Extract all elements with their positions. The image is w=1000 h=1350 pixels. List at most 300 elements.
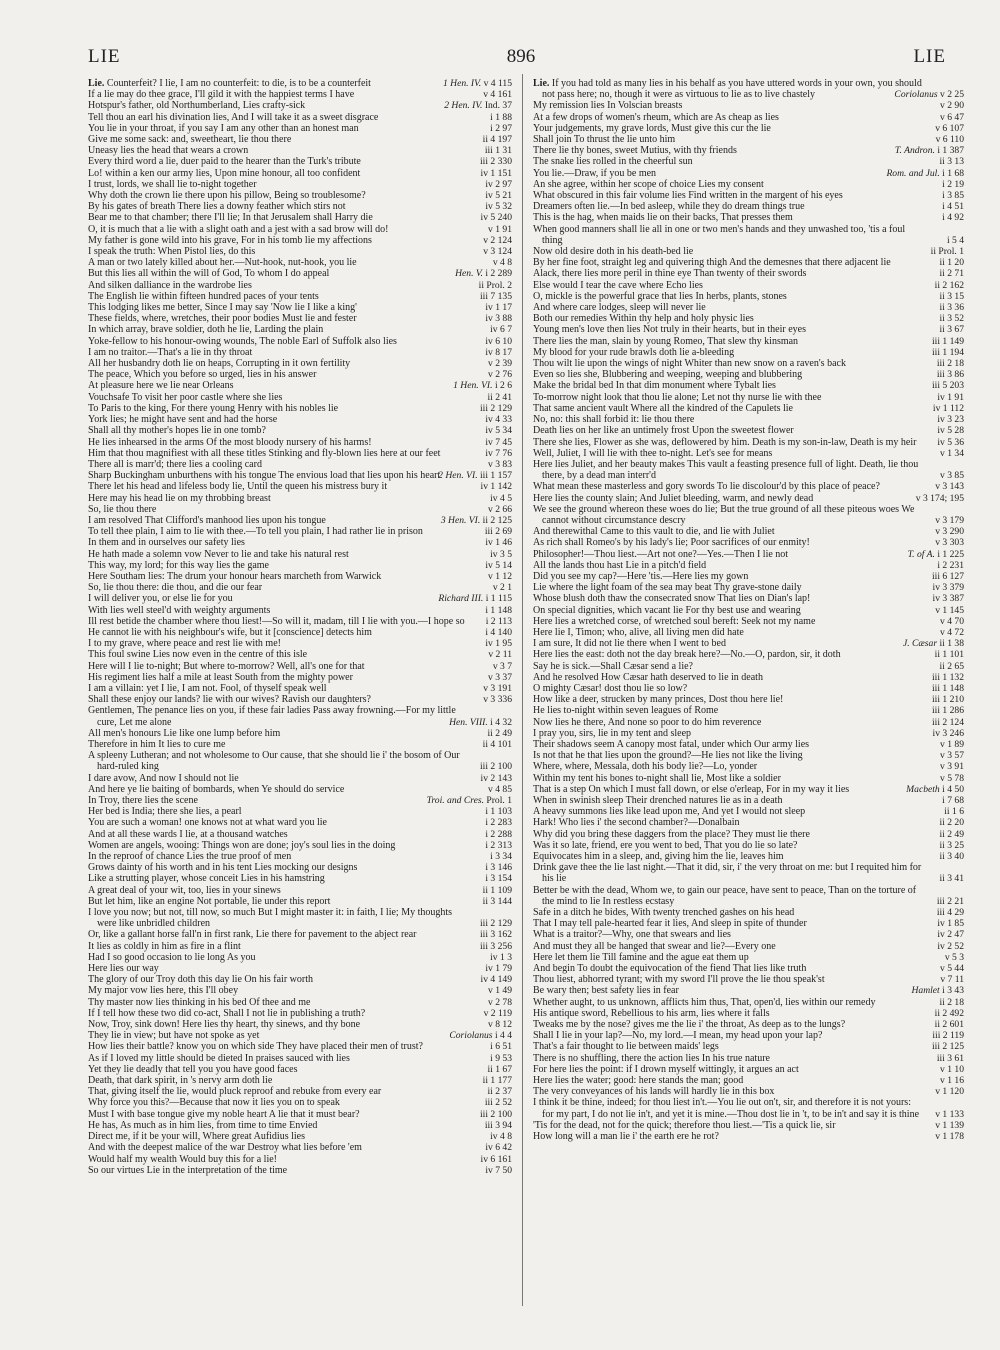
entry-reference bbox=[449, 1030, 512, 1041]
entry-quote bbox=[88, 257, 472, 268]
entry-reference bbox=[493, 661, 512, 672]
concordance-entry bbox=[533, 907, 964, 918]
act-scene-line: i 4 32 bbox=[490, 716, 512, 728]
entry-text: This way, my lord; for this way lies the game bbox=[88, 559, 269, 571]
entry-quote bbox=[533, 952, 924, 963]
play-title: 1 Hen. VI. bbox=[453, 380, 493, 392]
entry-text: Here lies a wretched corse, of wretched soul bereft: Seek not my name bbox=[533, 615, 816, 627]
entry-quote bbox=[533, 145, 924, 156]
entry-quote bbox=[88, 168, 472, 179]
act-scene-line: iii 2 125 bbox=[932, 1041, 964, 1053]
entry-reference bbox=[932, 672, 964, 683]
entry-reference bbox=[932, 705, 964, 716]
entry-reference bbox=[490, 493, 512, 504]
act-scene-line: i 4 4 bbox=[494, 1030, 512, 1042]
entry-reference bbox=[485, 638, 512, 649]
entry-quote bbox=[88, 683, 472, 694]
right-column bbox=[533, 78, 964, 1142]
entry-quote bbox=[88, 1131, 472, 1142]
concordance-entry bbox=[533, 549, 964, 560]
entry-quote bbox=[533, 1086, 924, 1097]
concordance-entry bbox=[88, 560, 512, 571]
concordance-entry bbox=[533, 683, 964, 694]
entry-text: Here lies the water; good: here stands the man; good bbox=[533, 1075, 744, 1087]
act-scene-line: iv 2 52 bbox=[937, 940, 964, 952]
entry-quote bbox=[533, 840, 924, 851]
entry-quote bbox=[533, 605, 924, 616]
entry-reference bbox=[444, 100, 512, 111]
entry-reference bbox=[937, 437, 964, 448]
concordance-entry bbox=[88, 672, 512, 683]
entry-quote bbox=[533, 437, 924, 448]
entry-text: With lies well steel'd with weighty arguments bbox=[88, 604, 271, 616]
entry-text: For here lies the point: if I drown myself wittingly, it argues an act bbox=[533, 1063, 799, 1075]
concordance-entry bbox=[533, 929, 964, 940]
entry-quote bbox=[533, 705, 924, 716]
entry-quote bbox=[88, 78, 472, 89]
entry-text: Say he is sick.—Shall Cæsar send a lie? bbox=[533, 660, 693, 672]
entry-quote bbox=[88, 403, 472, 414]
act-scene-line: v 6 47 bbox=[940, 111, 964, 123]
act-scene-line: ii 3 41 bbox=[939, 873, 964, 885]
act-scene-line: v 6 107 bbox=[935, 122, 964, 134]
act-scene-line: iv 3 23 bbox=[937, 414, 964, 426]
entry-quote bbox=[533, 806, 924, 817]
concordance-entry bbox=[88, 885, 512, 896]
entry-reference bbox=[937, 358, 964, 369]
concordance-entry bbox=[88, 627, 512, 638]
entry-reference bbox=[483, 683, 512, 694]
act-scene-line: v 1 16 bbox=[940, 1075, 964, 1087]
entry-quote bbox=[88, 1097, 472, 1108]
act-scene-line: v 4 161 bbox=[483, 89, 512, 101]
act-scene-line: v 4 72 bbox=[940, 626, 964, 638]
entry-text: What is a traitor?—Why, one that swears and lies bbox=[533, 929, 731, 941]
concordance-entry bbox=[88, 526, 512, 537]
act-scene-line: iii 2 21 bbox=[936, 895, 964, 907]
concordance-entry bbox=[533, 403, 964, 414]
entry-quote bbox=[88, 1154, 472, 1165]
act-scene-line: ii 2 37 bbox=[487, 1086, 512, 1098]
act-scene-line: iv 1 46 bbox=[485, 537, 512, 549]
entry-quote bbox=[88, 1086, 472, 1097]
concordance-entry bbox=[88, 862, 512, 873]
entry-quote bbox=[88, 728, 472, 739]
entry-reference bbox=[935, 1086, 964, 1097]
act-scene-line: v 3 57 bbox=[940, 750, 964, 762]
running-head-right: LIE bbox=[913, 46, 946, 67]
entry-text: That I may tell pale-hearted fear it lies, And sleep in spite of thunder bbox=[533, 918, 807, 930]
entry-reference bbox=[438, 593, 512, 604]
concordance-entry bbox=[533, 526, 964, 537]
entry-text: As if I loved my little should be dieted In praises sauced with lies bbox=[88, 1052, 350, 1064]
concordance-entry bbox=[88, 661, 512, 672]
act-scene-line: i 5 4 bbox=[946, 234, 964, 246]
concordance-entry bbox=[88, 638, 512, 649]
concordance-entry bbox=[533, 78, 964, 100]
concordance-entry bbox=[88, 448, 512, 459]
act-scene-line: iii 1 132 bbox=[932, 671, 964, 683]
act-scene-line: iv 5 21 bbox=[485, 190, 512, 202]
entry-quote bbox=[533, 291, 924, 302]
concordance-entry bbox=[533, 156, 964, 167]
entry-text: Her bed is India; there she lies, a pearl bbox=[88, 806, 242, 818]
entry-reference bbox=[483, 896, 512, 907]
concordance-entry bbox=[533, 1041, 964, 1052]
entry-text: Shall these enjoy our lands? lie with our wives? Ravish our daughters? bbox=[88, 694, 371, 706]
entry-quote bbox=[88, 1120, 472, 1131]
act-scene-line: i 2 288 bbox=[485, 828, 512, 840]
entry-reference bbox=[487, 1064, 512, 1075]
concordance-entry bbox=[88, 929, 512, 940]
concordance-entry bbox=[533, 481, 964, 492]
entry-quote bbox=[533, 728, 924, 739]
entry-text: Drink gave thee the lie last night.—That it did, sir, i' the very throat on me: but I requited him for his lie bbox=[533, 862, 922, 885]
entry-quote bbox=[88, 313, 472, 324]
entry-text: The snake lies rolled in the cheerful sun bbox=[533, 156, 693, 168]
concordance-entry bbox=[88, 1053, 512, 1064]
entry-quote bbox=[88, 638, 472, 649]
entry-reference bbox=[483, 89, 512, 100]
entry-quote bbox=[88, 862, 472, 873]
act-scene-line: v 3 143 bbox=[935, 481, 964, 493]
act-scene-line: i 1 88 bbox=[490, 111, 512, 123]
concordance-entry bbox=[533, 952, 964, 963]
entry-quote bbox=[88, 280, 472, 291]
concordance-entry bbox=[88, 784, 512, 795]
entry-text: My remission lies In Volscian breasts bbox=[533, 100, 683, 112]
entry-reference bbox=[438, 470, 512, 481]
concordance-entry bbox=[88, 112, 512, 123]
entry-text: His regiment lies half a mile at least South from the mighty power bbox=[88, 671, 353, 683]
entry-reference bbox=[490, 123, 512, 134]
entry-text: And he resolved How Cæsar hath deserved to lie in death bbox=[533, 671, 763, 683]
concordance-entry bbox=[533, 268, 964, 279]
act-scene-line: iii 1 148 bbox=[932, 682, 964, 694]
concordance-entry bbox=[533, 347, 964, 358]
concordance-entry bbox=[533, 616, 964, 627]
entry-quote bbox=[88, 784, 472, 795]
concordance-entry bbox=[88, 593, 512, 604]
entry-text: No, no: this shall forbid it: lie thou there bbox=[533, 414, 695, 426]
entry-quote bbox=[88, 201, 472, 212]
concordance-entry bbox=[88, 1041, 512, 1052]
entry-text: Did you see my cap?—Here 'tis.—Here lies my gown bbox=[533, 570, 749, 582]
entry-reference bbox=[940, 627, 964, 638]
entry-reference bbox=[942, 201, 964, 212]
entry-quote bbox=[88, 504, 472, 515]
entry-text: In them and in ourselves our safety lies bbox=[88, 537, 245, 549]
entry-quote bbox=[533, 1041, 924, 1052]
entry-quote bbox=[533, 336, 924, 347]
act-scene-line: ii 1 20 bbox=[939, 257, 964, 269]
act-scene-line: ii 3 13 bbox=[939, 156, 964, 168]
entry-text: He hath made a solemn vow Never to lie and take his natural rest bbox=[88, 548, 349, 560]
entry-quote bbox=[533, 179, 924, 190]
concordance-entry bbox=[88, 313, 512, 324]
act-scene-line: iv 2 143 bbox=[480, 772, 512, 784]
concordance-entry bbox=[533, 1019, 964, 1030]
entry-quote bbox=[88, 560, 472, 571]
act-scene-line: i 2 231 bbox=[937, 559, 964, 571]
entry-text: Here lie I, Timon; who, alive, all living men did hate bbox=[533, 626, 744, 638]
act-scene-line: v 2 25 bbox=[940, 89, 964, 101]
act-scene-line: iv 7 50 bbox=[485, 1164, 512, 1176]
concordance-entry bbox=[88, 549, 512, 560]
concordance-entry bbox=[88, 773, 512, 784]
concordance-entry bbox=[88, 493, 512, 504]
concordance-entry bbox=[533, 840, 964, 851]
entry-text: At a few drops of women's rheum, which are As cheap as lies bbox=[533, 111, 779, 123]
entry-reference bbox=[940, 750, 964, 761]
act-scene-line: i 1 103 bbox=[485, 806, 512, 818]
entry-quote bbox=[533, 425, 924, 436]
entry-reference bbox=[933, 593, 964, 604]
entry-text: Is not that he that lies upon the ground?—He lies not like the living bbox=[533, 750, 803, 762]
concordance-entry bbox=[533, 851, 964, 862]
entry-reference bbox=[485, 179, 512, 190]
entry-text: In which array, brave soldier, doth he lie, Larding the plain bbox=[88, 324, 324, 336]
entry-text: That, giving itself the lie, would pluck reproof and rebuke from every ear bbox=[88, 1086, 382, 1098]
concordance-entry bbox=[533, 705, 964, 716]
act-scene-line: ii 1 67 bbox=[487, 1063, 512, 1075]
entry-reference bbox=[937, 918, 964, 929]
act-scene-line: iv 5 32 bbox=[485, 201, 512, 213]
play-title: Coriolanus bbox=[894, 89, 938, 101]
act-scene-line: v 4 70 bbox=[940, 615, 964, 627]
act-scene-line: iv 1 112 bbox=[932, 402, 964, 414]
entry-text: As rich shall Romeo's by his lady's lie; Poor sacrifices of our enmity! bbox=[533, 537, 810, 549]
entry-quote bbox=[533, 929, 924, 940]
concordance-entry bbox=[88, 739, 512, 750]
act-scene-line: iv 1 85 bbox=[937, 918, 964, 930]
entry-text: How like a deer, strucken by many princes, Dost thou here lie! bbox=[533, 694, 784, 706]
play-title: 2 Hen. IV. bbox=[444, 100, 483, 112]
entry-quote bbox=[88, 885, 472, 896]
entry-text: The peace, Which you before so urged, lies in his answer bbox=[88, 369, 317, 381]
entry-text: Philosopher!—Thou liest.—Art not one?—Yes.—Then I lie not bbox=[533, 548, 789, 560]
entry-quote bbox=[533, 324, 924, 335]
concordance-entry bbox=[88, 179, 512, 190]
act-scene-line: iii 2 119 bbox=[932, 1030, 964, 1042]
concordance-entry bbox=[533, 145, 964, 156]
entry-reference bbox=[939, 661, 964, 672]
entry-quote bbox=[88, 896, 472, 907]
play-title: Richard III. bbox=[438, 593, 484, 605]
entry-text: A spleeny Lutheran; and not wholesome to Our cause, that she should lie i' the bosom of Our hard-ruled king bbox=[88, 750, 460, 773]
entry-text: To tell thee plain, I aim to lie with thee.—To tell you plain, I had rather lie in prison bbox=[88, 526, 423, 538]
concordance-entry bbox=[88, 952, 512, 963]
act-scene-line: v 3 303 bbox=[935, 537, 964, 549]
entry-reference bbox=[490, 1053, 512, 1064]
entry-reference bbox=[939, 313, 964, 324]
entry-text: Must I with base tongue give my noble heart A lie that it must bear? bbox=[88, 1108, 360, 1120]
entry-text: You are such a woman! one knows not at what ward you lie bbox=[88, 817, 327, 829]
act-scene-line: v 5 44 bbox=[940, 963, 964, 975]
entry-quote bbox=[533, 717, 924, 728]
entry-reference bbox=[483, 134, 512, 145]
entry-reference bbox=[479, 280, 512, 291]
act-scene-line: v 4 85 bbox=[488, 783, 512, 795]
entry-quote bbox=[88, 100, 472, 111]
concordance-entry bbox=[533, 291, 964, 302]
entry-reference bbox=[481, 1154, 512, 1165]
entry-quote bbox=[533, 392, 924, 403]
play-title: T. Andron. bbox=[894, 145, 935, 157]
concordance-entry bbox=[533, 437, 964, 448]
entry-text: O, it is much that a lie with a slight oath and a jest with a sad brow will do! bbox=[88, 223, 389, 235]
concordance-entry bbox=[88, 605, 512, 616]
entry-reference bbox=[942, 179, 964, 190]
act-scene-line: v 2 90 bbox=[940, 100, 964, 112]
entry-reference bbox=[931, 246, 964, 257]
concordance-entry bbox=[533, 717, 964, 728]
concordance-entry bbox=[533, 425, 964, 436]
entry-quote bbox=[88, 448, 472, 459]
entry-reference bbox=[935, 526, 964, 537]
entry-quote bbox=[533, 907, 924, 918]
entry-reference bbox=[485, 190, 512, 201]
entry-reference bbox=[493, 582, 512, 593]
entry-text: Tweaks me by the nose? gives me the lie i' the throat, As deep as to the lungs? bbox=[533, 1019, 846, 1031]
concordance-entry bbox=[533, 123, 964, 134]
act-scene-line: v 3 124 bbox=[483, 246, 512, 258]
entry-quote bbox=[88, 481, 472, 492]
entry-reference bbox=[485, 425, 512, 436]
act-scene-line: Ind. 37 bbox=[484, 100, 512, 112]
act-scene-line: v 4 115 bbox=[483, 78, 512, 89]
act-scene-line: v 3 179 bbox=[935, 514, 964, 526]
entry-reference bbox=[487, 728, 512, 739]
act-scene-line: v 3 37 bbox=[488, 671, 512, 683]
entry-text: To Paris to the king, For there young Henry with his nobles lie bbox=[88, 402, 339, 414]
act-scene-line: v 2 66 bbox=[488, 503, 512, 515]
act-scene-line: ii 1 38 bbox=[939, 638, 964, 650]
act-scene-line: iii 3 61 bbox=[936, 1052, 964, 1064]
entry-quote bbox=[533, 268, 924, 279]
entry-text: Vouchsafe To visit her poor castle where she lies bbox=[88, 391, 283, 403]
concordance-entry bbox=[533, 638, 964, 649]
concordance-entry bbox=[88, 795, 512, 806]
entry-text: He cannot lie with his neighbour's wife, but it [conscience] detects him bbox=[88, 626, 372, 638]
entry-reference bbox=[486, 616, 512, 627]
act-scene-line: v 2 39 bbox=[488, 358, 512, 370]
concordance-entry bbox=[88, 974, 512, 985]
entry-quote bbox=[533, 313, 924, 324]
entry-reference bbox=[935, 1019, 964, 1030]
entry-reference bbox=[480, 1109, 512, 1120]
act-scene-line: ii 2 492 bbox=[934, 1007, 964, 1019]
entry-text: Well, Juliet, I will lie with thee to-night. Let's see for means bbox=[533, 447, 773, 459]
entry-reference bbox=[932, 571, 964, 582]
entry-text: To-morrow night look that thou lie alone; Let not thy nurse lie with thee bbox=[533, 391, 822, 403]
act-scene-line: iv 5 240 bbox=[480, 212, 512, 224]
entry-quote bbox=[533, 750, 924, 761]
entry-reference bbox=[485, 560, 512, 571]
entry-quote bbox=[88, 358, 472, 369]
entry-quote bbox=[533, 134, 924, 145]
entry-text: The English lie within fifteen hundred paces of your tents bbox=[88, 290, 319, 302]
entry-reference bbox=[937, 414, 964, 425]
entry-text: His antique sword, Rebellious to his arm, lies where it falls bbox=[533, 1007, 770, 1019]
entry-text: What obscured in this fair volume lies Find written in the margent of his eyes bbox=[533, 190, 843, 202]
concordance-entry bbox=[533, 997, 964, 1008]
entry-reference bbox=[485, 840, 512, 851]
act-scene-line: iii 3 256 bbox=[480, 940, 512, 952]
entry-quote bbox=[533, 918, 924, 929]
entry-quote bbox=[533, 414, 924, 425]
entry-reference bbox=[940, 963, 964, 974]
entry-text: Even so lies she, Blubbering and weeping, weeping and blubbering bbox=[533, 369, 803, 381]
entry-quote bbox=[533, 459, 924, 481]
act-scene-line: i 3 85 bbox=[942, 190, 964, 202]
act-scene-line: v 2 124 bbox=[483, 234, 512, 246]
entry-reference bbox=[936, 134, 964, 145]
entry-reference bbox=[933, 403, 964, 414]
entry-text: Give me some sack: and, sweetheart, lie thou there bbox=[88, 134, 292, 146]
entry-reference bbox=[939, 829, 964, 840]
act-scene-line: iii 6 127 bbox=[932, 570, 964, 582]
entry-reference bbox=[939, 257, 964, 268]
entry-reference bbox=[932, 1030, 964, 1041]
entry-text: It lies as coldly in him as fire in a flint bbox=[88, 940, 241, 952]
entry-text: My father is gone wild into his grave, For in his tomb lie my affections bbox=[88, 234, 372, 246]
concordance-entry bbox=[533, 806, 964, 817]
entry-text: Tell thou an earl his divination lies, And I will take it as a sweet disgrace bbox=[88, 111, 379, 123]
concordance-entry bbox=[533, 358, 964, 369]
entry-quote bbox=[533, 168, 924, 179]
entry-text: I pray you, sirs, lie in my tent and sleep bbox=[533, 727, 692, 739]
entry-quote bbox=[533, 504, 924, 526]
concordance-entry bbox=[88, 1109, 512, 1120]
act-scene-line: iv 2 47 bbox=[937, 929, 964, 941]
concordance-entry bbox=[533, 100, 964, 111]
concordance-entry bbox=[88, 336, 512, 347]
concordance-entry bbox=[88, 224, 512, 235]
act-scene-line: iv 3 5 bbox=[490, 548, 512, 560]
concordance-entry bbox=[88, 481, 512, 492]
entry-reference bbox=[481, 212, 512, 223]
entry-reference bbox=[485, 448, 512, 459]
entry-text: Equivocates him in a sleep, and, giving him the lie, leaves him bbox=[533, 851, 784, 863]
concordance-entry bbox=[533, 1053, 964, 1064]
concordance-entry bbox=[533, 627, 964, 638]
act-scene-line: iii 2 52 bbox=[484, 1097, 512, 1109]
act-scene-line: iv 1 142 bbox=[480, 481, 512, 493]
entry-reference bbox=[481, 974, 512, 985]
entry-text: I am no traitor.—That's a lie in thy throat bbox=[88, 346, 253, 358]
entry-reference bbox=[483, 1075, 512, 1086]
concordance-entry bbox=[88, 504, 512, 515]
concordance-entry bbox=[88, 168, 512, 179]
concordance-entry bbox=[533, 324, 964, 335]
act-scene-line: iii 1 210 bbox=[932, 694, 964, 706]
act-scene-line: i 2 6 bbox=[494, 380, 512, 392]
entry-text: Shall I lie in your lap?—No, my lord.—I mean, my head upon your lap? bbox=[533, 1030, 823, 1042]
entry-text: Here lies our way bbox=[88, 963, 159, 975]
entry-quote bbox=[533, 593, 924, 604]
act-scene-line: iv 1 17 bbox=[485, 302, 512, 314]
act-scene-line: i 4 51 bbox=[942, 201, 964, 213]
act-scene-line: iii 2 100 bbox=[480, 1108, 512, 1120]
entry-reference bbox=[940, 470, 964, 481]
act-scene-line: iii 5 203 bbox=[932, 380, 964, 392]
concordance-entry bbox=[88, 425, 512, 436]
entry-quote bbox=[533, 212, 924, 223]
act-scene-line: i 1 225 bbox=[937, 548, 964, 560]
act-scene-line: ii Prol. 1 bbox=[930, 246, 964, 258]
entry-quote bbox=[88, 773, 472, 784]
